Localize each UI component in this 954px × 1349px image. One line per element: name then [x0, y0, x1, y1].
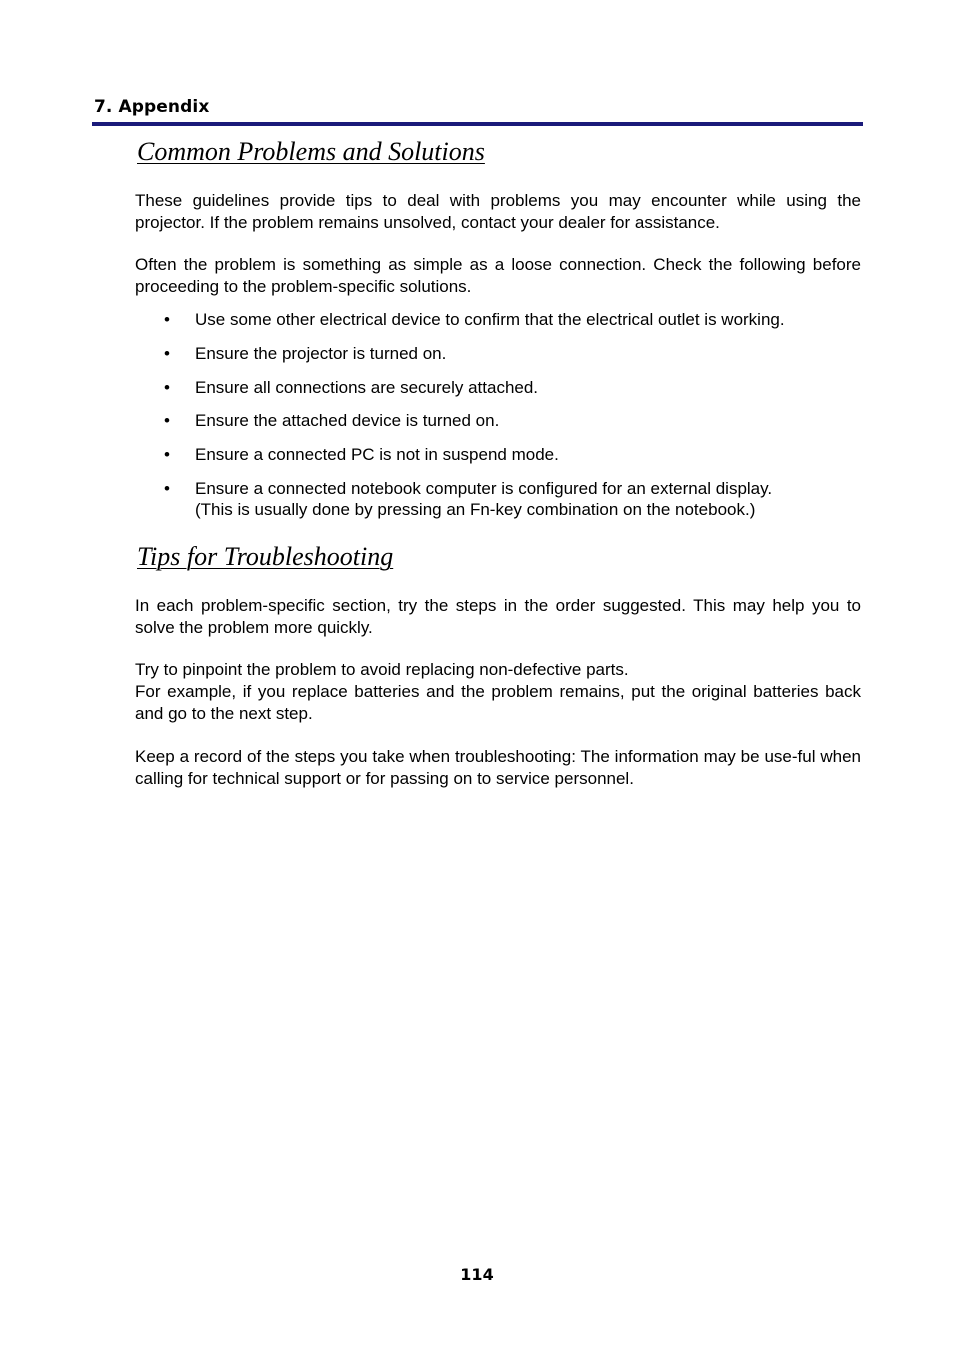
bullet-icon: •: [164, 445, 170, 465]
bullet-icon: •: [164, 343, 170, 363]
page-number: 114: [460, 1265, 494, 1284]
list-item-text: Use some other electrical device to confirm that the electrical outlet is working.: [195, 310, 785, 329]
chapter-header: 7. Appendix: [94, 97, 210, 117]
pinpoint-paragraph: Try to pinpoint the problem to avoid replacing non-defective parts.: [135, 660, 629, 679]
list-item: [135, 444, 861, 466]
list-item: [135, 478, 861, 521]
list-item: [135, 377, 861, 399]
intro-paragraph: These guidelines provide tips to deal with problems you may encounter while using the projector. If the problem remains unsolved, contact your dealer for assistance.: [135, 191, 861, 232]
header-rule: [92, 122, 863, 126]
list-item-text: Ensure a connected notebook computer is configured for an external display.: [195, 478, 773, 498]
list-item: [135, 343, 861, 365]
list-item: [135, 410, 861, 432]
list-item-text: Ensure a connected PC is not in suspend mode.: [195, 445, 559, 465]
bullet-icon: •: [164, 310, 170, 329]
bullet-icon: •: [164, 478, 170, 498]
example-paragraph: For example, if you replace batteries and the problem remains, put the original batteries back and go to the next step.: [135, 682, 861, 723]
section-title-common-problems: Common Problems and Solutions: [137, 137, 485, 166]
bullet-icon: •: [164, 377, 170, 397]
checklist: [135, 309, 861, 533]
list-item-note: (This is usually done by pressing an Fn-key combination on the notebook.): [195, 500, 756, 520]
check-paragraph: Often the problem is something as simple as a loose connection. Check the following before proceeding to the problem-specific solutions.: [135, 255, 861, 296]
list-item: [135, 309, 861, 331]
record-paragraph: Keep a record of the steps you take when troubleshooting: The information may be use-ful when calling for technical support or for passing on to service personnel.: [135, 747, 861, 788]
list-item-text: Ensure all connections are securely attached.: [195, 377, 539, 397]
bullet-icon: •: [164, 411, 170, 431]
section-title-troubleshooting: Tips for Troubleshooting: [137, 542, 394, 571]
order-paragraph: In each problem-specific section, try the steps in the order suggested. This may help you to solve the problem more quickly.: [135, 596, 861, 637]
list-item-text: Ensure the attached device is turned on.: [195, 411, 500, 431]
list-item-text: Ensure the projector is turned on.: [195, 343, 447, 363]
